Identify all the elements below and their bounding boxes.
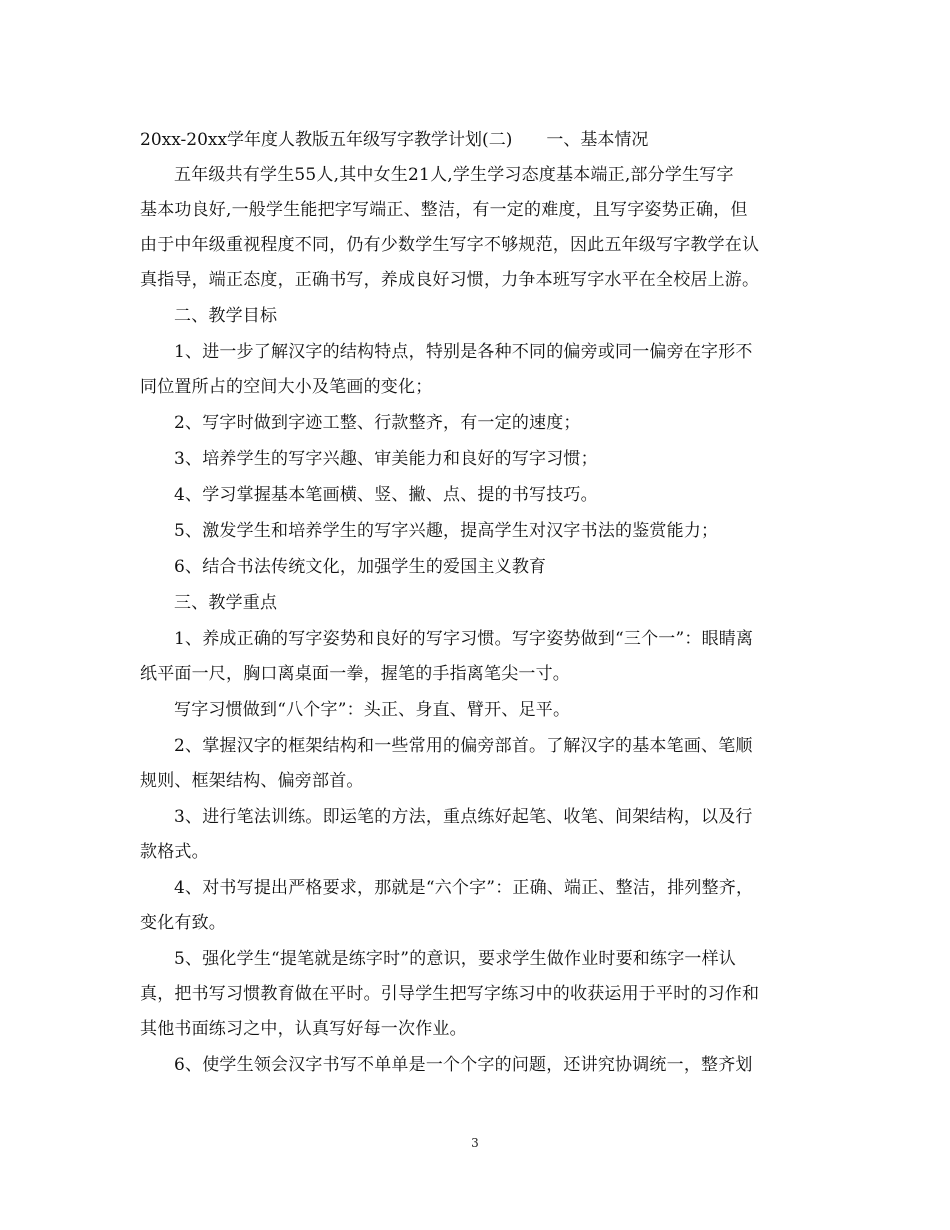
paragraph-line: 写字习惯做到“八个字”：头正、身直、臂开、足平。 xyxy=(174,700,571,720)
paragraph-line: 2、掌握汉字的框架结构和一些常用的偏旁部首。了解汉字的基本笔画、笔顺 xyxy=(174,736,753,756)
paragraph-line: 基本功良好,一般学生能把字写端正、整洁，有一定的难度，且写字姿势正确，但 xyxy=(140,200,748,220)
paragraph-line: 2、写字时做到字迹工整、行款整齐，有一定的速度； xyxy=(174,413,581,433)
paragraph-line: 1、进一步了解汉字的结构特点，特别是各种不同的偏旁或同一偏旁在字形不 xyxy=(174,342,753,362)
paragraph-line: 同位置所占的空间大小及笔画的变化； xyxy=(140,377,433,397)
paragraph-line: 5、强化学生“提笔就是练字时”的意识，要求学生做作业时要和练字一样认 xyxy=(174,949,736,969)
paragraph-line: 五年级共有学生55人,其中女生21人,学生学习态度基本端正,部分学生写字 xyxy=(174,165,734,185)
paragraph-line: 真，把书写习惯教育做在平时。引导学生把写字练习中的收获运用于平时的习作和 xyxy=(140,984,760,1004)
document-title-line: 20xx-20xx学年度人教版五年级写字教学计划(二) 一、基本情况 xyxy=(140,130,649,150)
paragraph-line: 规则、框架结构、偏旁部首。 xyxy=(140,771,364,791)
section-heading: 三、教学重点 xyxy=(174,593,278,613)
document-body xyxy=(140,129,812,1077)
paragraph-line: 其他书面练习之中，认真写好每一次作业。 xyxy=(140,1019,467,1039)
paragraph-line: 由于中年级重视程度不同，仍有少数学生写字不够规范，因此五年级写字教学在认 xyxy=(140,235,760,255)
paragraph-line: 4、对书写提出严格要求，那就是“六个字”：正确、端正、整洁，排列整齐， xyxy=(174,878,754,898)
paragraph-line: 款格式。 xyxy=(140,842,209,862)
paragraph-line: 6、结合书法传统文化，加强学生的爱国主义教育 xyxy=(174,557,547,577)
paragraph-line: 变化有致。 xyxy=(140,913,226,933)
paragraph-line: 6、使学生领会汉字书写不单单是一个个字的问题，还讲究协调统一，整齐划 xyxy=(174,1055,753,1075)
paragraph-line: 纸平面一尺，胸口离桌面一拳，握笔的手指离笔尖一寸。 xyxy=(140,664,570,684)
paragraph-line: 5、激发学生和培养学生的写字兴趣，提高学生对汉字书法的鉴赏能力； xyxy=(174,521,719,541)
paragraph-line: 3、进行笔法训练。即运笔的方法，重点练好起笔、收笔、间架结构，以及行 xyxy=(174,807,753,827)
paragraph-line: 4、学习掌握基本笔画横、竖、撇、点、提的书写技巧。 xyxy=(174,485,598,505)
paragraph-line: 3、培养学生的写字兴趣、审美能力和良好的写字习惯； xyxy=(174,449,598,469)
page-number: 3 xyxy=(471,1136,479,1150)
paragraph-line: 真指导，端正态度，正确书写，养成良好习惯，力争本班写字水平在全校居上游。 xyxy=(140,270,760,290)
section-heading: 二、教学目标 xyxy=(174,306,278,326)
paragraph-line: 1、养成正确的写字姿势和良好的写字习惯。写字姿势做到“三个一”：眼睛离 xyxy=(174,629,754,649)
